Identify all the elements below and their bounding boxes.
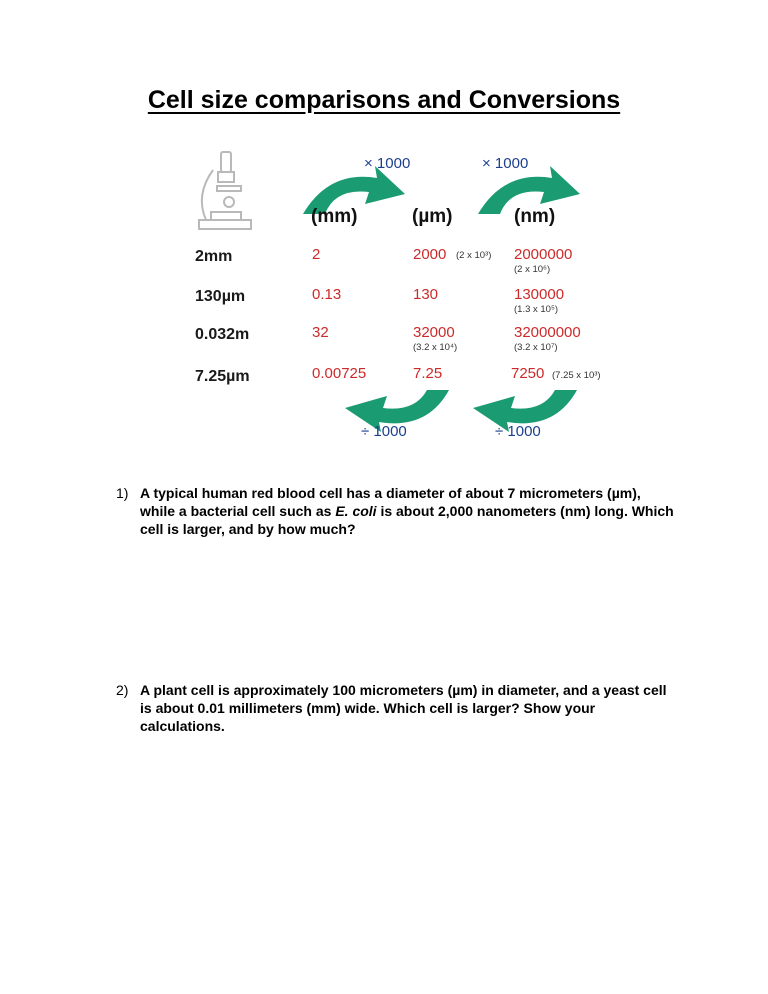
value-nm-sci: (1.3 x 10⁵) <box>514 304 559 315</box>
header-nm: (nm) <box>514 206 556 227</box>
conversion-figure <box>185 150 601 442</box>
divider-label: ÷ 1000 <box>361 423 407 440</box>
question-text: A plant cell is approximately 100 micrometers (µm) in diameter, and a yeast cell is about 0.01 millimeters (mm) wide. Which cell is larger? Show your calculations. <box>140 682 667 734</box>
organism-name: E. coli <box>335 503 377 519</box>
value-nm-sci: (3.2 x 10⁷) <box>514 342 558 353</box>
question-number: 1) <box>116 485 129 501</box>
value-um-sci: (2 x 10³) <box>456 250 492 261</box>
value-nm: 2000000 <box>514 246 573 263</box>
header-um: (µm) <box>412 206 453 227</box>
value-nm: 7250 <box>511 365 545 382</box>
value-um: 7.25 <box>413 365 443 382</box>
row-label: 0.032m <box>195 326 250 343</box>
value-nm: 32000000 <box>514 324 581 341</box>
value-um: 32000 <box>413 324 455 341</box>
row-label: 2mm <box>195 248 233 265</box>
microscope-icon <box>191 150 257 232</box>
value-um-sci: (3.2 x 10⁴) <box>413 342 458 353</box>
multiplier-label: × 1000 <box>482 155 529 172</box>
divider-label: ÷ 1000 <box>495 423 541 440</box>
value-mm: 0.13 <box>312 286 342 303</box>
value-nm-sci: (7.25 x 10³) <box>552 370 601 381</box>
page-title: Cell size comparisons and Conversions <box>147 86 621 114</box>
value-um: 2000 <box>413 246 447 263</box>
value-nm-sci: (2 x 10⁶) <box>514 264 551 275</box>
row-label: 130µm <box>195 288 246 305</box>
question-1 <box>116 484 676 538</box>
value-mm: 0.00725 <box>312 365 367 382</box>
value-mm: 32 <box>312 324 329 341</box>
header-mm: (mm) <box>311 206 358 227</box>
question-2 <box>116 681 676 735</box>
value-mm: 2 <box>312 246 321 263</box>
value-nm: 130000 <box>514 286 565 303</box>
question-number: 2) <box>116 682 129 698</box>
row-label: 7.25µm <box>195 368 250 385</box>
value-um: 130 <box>413 286 439 303</box>
multiplier-label: × 1000 <box>364 155 411 172</box>
question-text: A typical human red blood cell has a diameter of about 7 micrometers (µm), while a bacterial cell such as E. coli is about 2,000 nanometers (nm) long. Which cell is larger, and by how much? <box>140 485 674 537</box>
